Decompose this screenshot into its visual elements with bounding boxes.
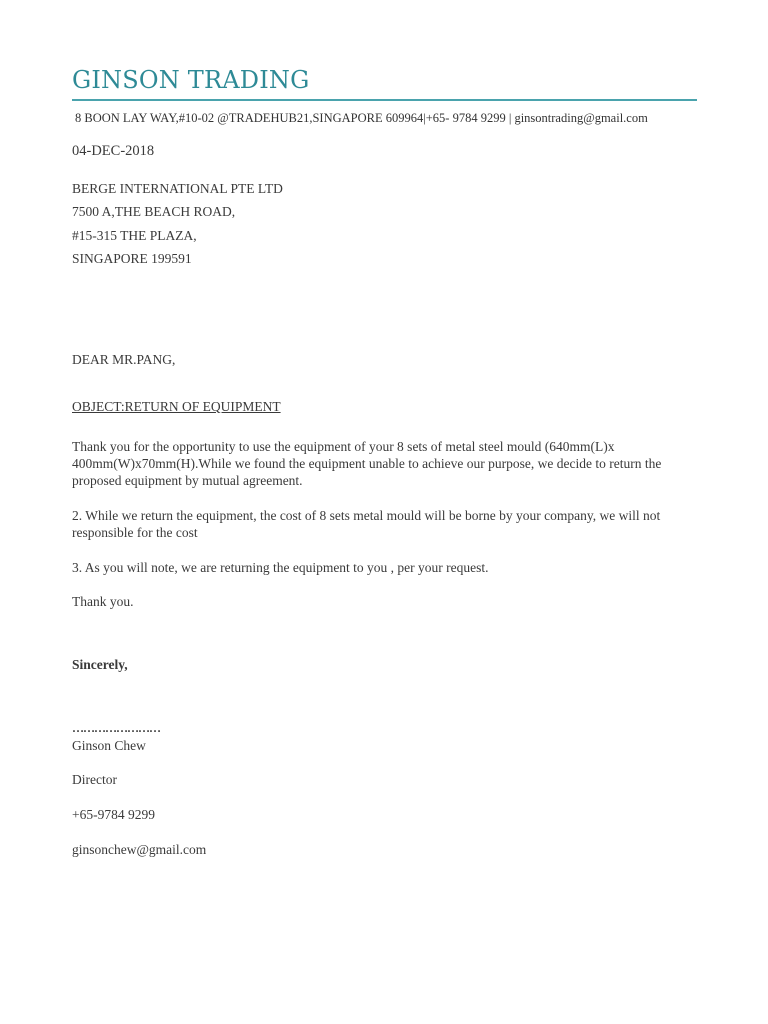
recipient-line: #15-315 THE PLAZA, <box>72 227 197 243</box>
closing: Sincerely, <box>72 657 128 672</box>
salutation: DEAR MR.PANG, <box>72 352 176 367</box>
recipient-line: SINGAPORE 199591 <box>72 250 192 266</box>
company-name: GINSON TRADING <box>72 66 310 94</box>
thanks-line: Thank you. <box>72 594 134 609</box>
header-rule <box>72 99 697 101</box>
letter-date: 04-DEC-2018 <box>72 143 155 159</box>
signature-line: …………………… <box>72 721 160 735</box>
body-paragraph-1: Thank you for the opportunity to use the equipment of your 8 sets of metal steel mould (640mm(L)x 400mm(W)x70mm(H).While we found the equipment unable to achieve our purpose, we decide to return the proposed equipment by mutual agreement. <box>72 439 662 488</box>
signer-phone: +65-9784 9299 <box>72 807 155 822</box>
body-paragraph-2: 2. While we return the equipment, the cost of 8 sets metal mould will be borne by your company, we will not responsible for the cost <box>72 508 661 540</box>
signer-title: Director <box>72 772 117 787</box>
contact-line: 8 BOON LAY WAY,#10-02 @TRADEHUB21,SINGAPORE 609964|+65- 9784 9299 | ginsontrading@gmail.com <box>75 111 648 125</box>
recipient-line: 7500 A,THE BEACH ROAD, <box>72 204 236 220</box>
subject-line: OBJECT:RETURN OF EQUIPMENT <box>72 399 281 414</box>
signer-name: Ginson Chew <box>72 738 146 753</box>
signer-email: ginsonchew@gmail.com <box>72 842 207 857</box>
body-paragraph-3: 3. As you will note, we are returning the equipment to you , per your request. <box>72 560 489 575</box>
recipient-line: BERGE INTERNATIONAL PTE LTD <box>72 181 283 196</box>
recipient-address <box>72 177 283 270</box>
